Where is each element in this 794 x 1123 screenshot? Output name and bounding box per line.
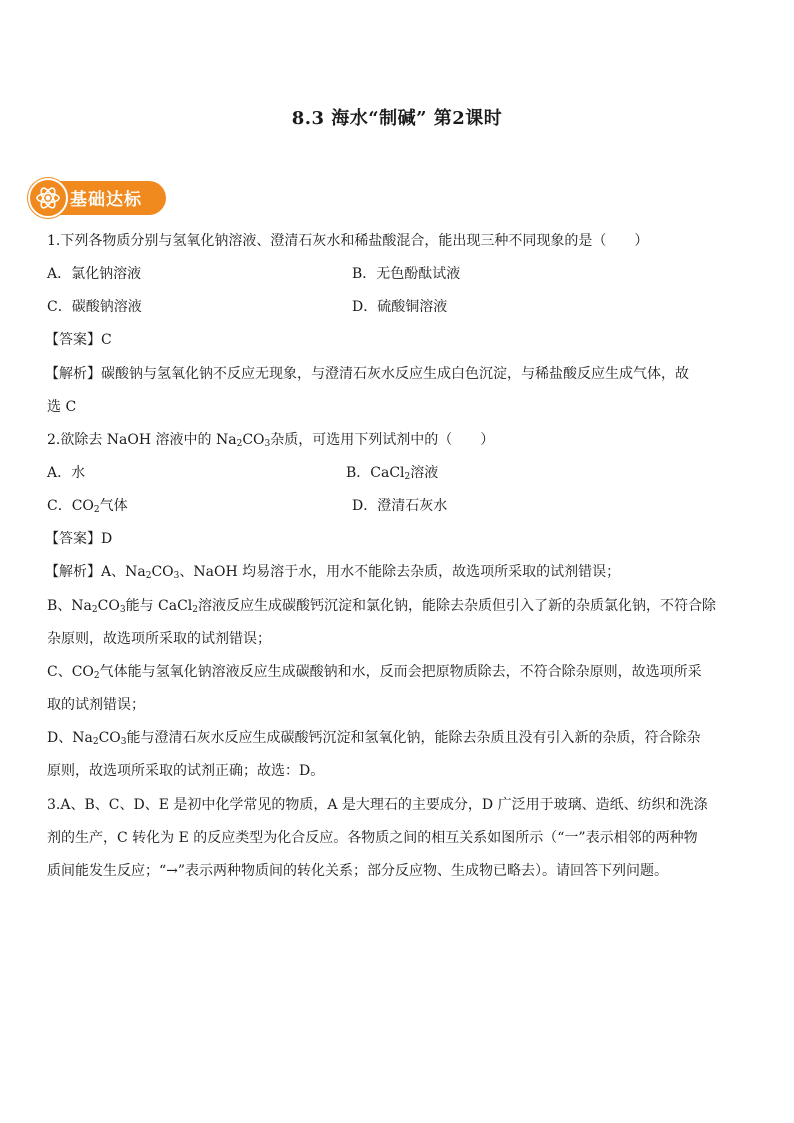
q1-answer: 【答案】C [45,332,112,348]
q1-stem: 1.下列各物质分别与氢氧化钠溶液、澄清石灰水和稀盐酸混合，能出现三种不同现象的是（ ） [47,233,649,249]
q1-option-b: B．无色酚酞试液 [352,266,461,282]
page-title: 8.3 海水“制碱” 第2课时 [291,108,503,129]
section-banner [28,178,168,218]
q2-stem: 2.欲除去 NaOH 溶液中的 $Na_2CO_3$杂质，可选用下列试剂中的（ ） [47,432,495,449]
q3-stem-3: 质间能发生反应；“→”表示两种物质间的转化关系；部分反应物、生成物已略去）。请回答下列问题。 [47,863,669,879]
section-label: 基础达标 [70,190,142,210]
q2-option-a: A．水 [47,465,86,481]
q2-analysis-a: 【解析】A、$Na_2CO_3$、NaOH 均易溶于水，用水不能除去杂质，故选项所采取的试剂错误； [45,564,621,581]
atom-icon [28,178,68,218]
q2-answer: 【答案】D [45,531,113,547]
q1-option-c: C．碳酸钠溶液 [47,299,142,315]
q3-stem-2: 剂的生产，C 转化为 E 的反应类型为化合反应。各物质之间的相互关系如图所示（“一”表示相邻的两种物 [47,830,698,846]
q3-stem-1: 3.A、B、C、D、E 是初中化学常见的物质，A 是大理石的主要成分，D 广泛用于玻璃、造纸、纺织和洗涤 [47,797,708,813]
q2-option-b: B．CaCl$_2$溶液 [346,465,439,482]
q1-option-a: A．氯化钠溶液 [47,266,142,282]
q2-analysis-b: B、$Na_2CO_3$能与 CaCl$_2$溶液反应生成碳酸钙沉淀和氯化钠，能除去杂质但引入了新的杂质氯化钠，不符合除 [47,598,716,615]
q2-analysis-c: C、$CO_2$气体能与氢氧化钠溶液反应生成碳酸钠和水，反而会把原物质除去，不符合除杂原则，故选项所采 [47,664,702,681]
q2-option-c: C．$CO_2$气体 [47,498,128,515]
q2-option-d: D．澄清石灰水 [352,498,448,514]
q1-option-d: D．硫酸铜溶液 [352,299,448,315]
q1-analysis: 【解析】碳酸钠与氢氧化钠不反应无现象，与澄清石灰水反应生成白色沉淀，与稀盐酸反应生成气体，故 [45,366,689,382]
q2-analysis-d: D、$Na_2CO_3$能与澄清石灰水反应生成碳酸钙沉淀和氢氧化钠，能除去杂质且没有引入新的杂质，符合除杂 [47,730,701,747]
q2-analysis-c-cont: 取的试剂错误； [47,697,145,713]
q2-analysis-b-cont: 杂原则，故选项所采取的试剂错误； [47,631,271,647]
q1-analysis-cont: 选 C [47,399,77,415]
q2-analysis-d-cont: 原则，故选项所采取的试剂正确；故选：D。 [47,763,325,779]
